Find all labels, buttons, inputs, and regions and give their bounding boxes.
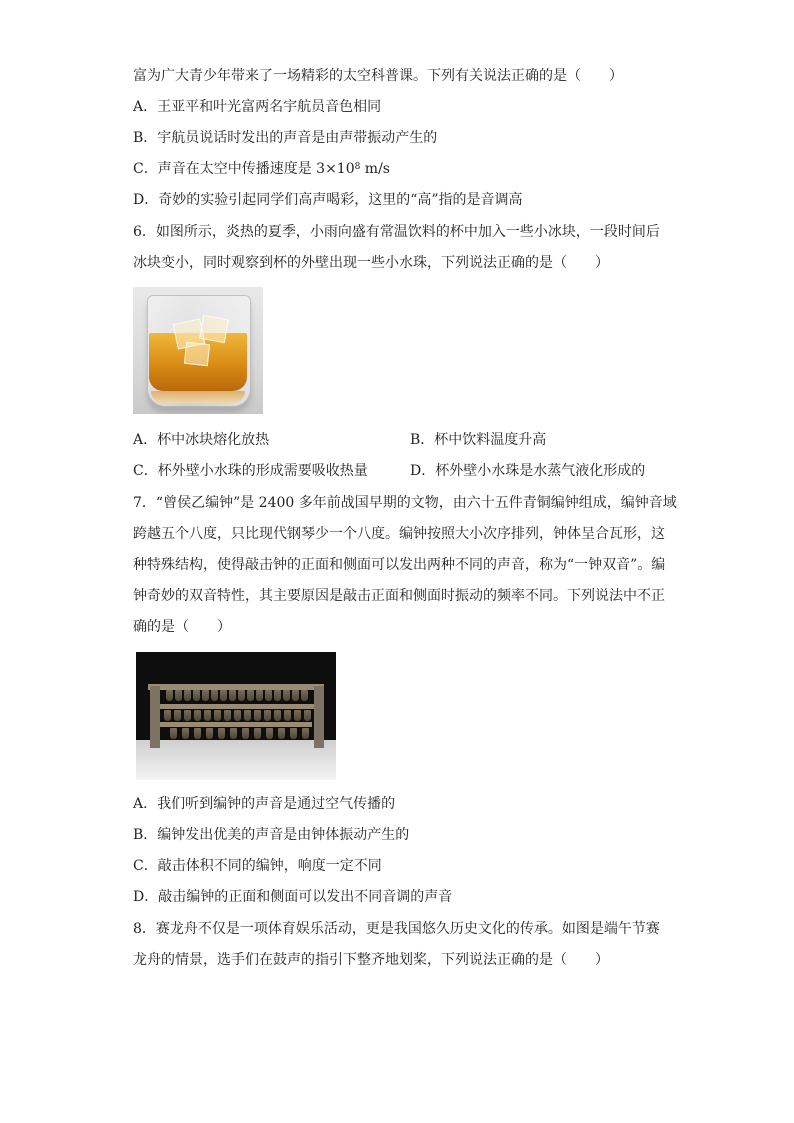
bell bbox=[302, 728, 309, 739]
bell bbox=[234, 710, 241, 721]
bell bbox=[254, 728, 261, 739]
bell bbox=[175, 690, 182, 701]
bell bbox=[265, 690, 272, 701]
bell bbox=[184, 690, 191, 701]
question-7-stem-line-4: 钟奇妙的双音特性，其主要原因是敲击正面和侧面时振动的频率不同。下列说法中不正 bbox=[133, 588, 665, 604]
bell bbox=[238, 690, 245, 701]
bell bbox=[211, 690, 218, 701]
bell bbox=[294, 710, 301, 721]
bell bbox=[164, 710, 171, 721]
question-7-stem-line-3: 种特殊结构，使得敲击钟的正面和侧面可以发出两种不同的声音，称为“一钟双音”。编 bbox=[133, 557, 666, 573]
question-6-stem-line-2: 冰块变小，同时观察到杯的外壁出现一些小水珠，下列说法正确的是（ ） bbox=[133, 255, 609, 271]
bell bbox=[182, 728, 189, 739]
ice-cube bbox=[199, 315, 229, 343]
question-5-option-b: B．宇航员说话时发出的声音是由声带振动产生的 bbox=[133, 130, 438, 146]
bell bbox=[218, 728, 225, 739]
bell bbox=[166, 690, 173, 701]
question-6-stem-line-1: 6．如图所示，炎热的夏季，小雨向盛有常温饮料的杯中加入一些小冰块，一段时间后 bbox=[133, 224, 660, 240]
bell bbox=[290, 728, 297, 739]
bell bbox=[254, 710, 261, 721]
display-floor bbox=[136, 740, 336, 780]
bell bbox=[206, 728, 213, 739]
bell bbox=[230, 728, 237, 739]
bianzhong-bells-figure bbox=[136, 652, 336, 780]
bell bbox=[220, 690, 227, 701]
bell bbox=[266, 728, 273, 739]
bell bbox=[247, 690, 254, 701]
question-6-option-b: B．杯中饮料温度升高 bbox=[410, 432, 547, 448]
bell bbox=[274, 710, 281, 721]
question-5-stem-end: 富为广大青少年带来了一场精彩的太空科普课。下列有关说法正确的是（ ） bbox=[133, 68, 623, 84]
bell bbox=[301, 690, 308, 701]
bell bbox=[264, 710, 271, 721]
bell bbox=[194, 710, 201, 721]
option-c-text: C．声音在太空中传播速度是 3×10 bbox=[133, 161, 355, 177]
bell bbox=[202, 690, 209, 701]
bell bbox=[283, 690, 290, 701]
question-6-option-c: C．杯外壁小水珠的形成需要吸收热量 bbox=[133, 463, 368, 479]
bell bbox=[170, 728, 177, 739]
question-7-stem-line-2: 跨越五个八度，只比现代钢琴少一个八度。编钟按照大小次序排列，钟体呈合瓦形，这 bbox=[133, 526, 665, 542]
bell bbox=[224, 710, 231, 721]
rack-post bbox=[150, 686, 160, 748]
question-7-stem-line-5: 确的是（ ） bbox=[133, 619, 231, 635]
bell bbox=[304, 710, 311, 721]
bell bbox=[244, 710, 251, 721]
question-7-stem-line-1: 7．“曾侯乙编钟”是 2400 多年前战国早期的文物，由六十五件青铜编钟组成，编钟音域 bbox=[133, 495, 677, 511]
bell bbox=[204, 710, 211, 721]
bell bbox=[229, 690, 236, 701]
bell bbox=[184, 710, 191, 721]
exponent: 8 bbox=[354, 162, 361, 172]
question-6-option-d: D．杯外壁小水珠是水蒸气液化形成的 bbox=[410, 463, 646, 479]
question-5-option-a: A．王亚平和叶光富两名宇航员音色相同 bbox=[133, 99, 382, 115]
option-c-unit: m/s bbox=[360, 161, 390, 177]
bell bbox=[194, 728, 201, 739]
question-5-option-c bbox=[133, 159, 673, 179]
bell bbox=[274, 690, 281, 701]
bell bbox=[214, 710, 221, 721]
bell bbox=[278, 728, 285, 739]
glass-with-ice-figure bbox=[133, 287, 263, 414]
question-5-option-d: D．奇妙的实验引起同学们高声喝彩，这里的“高”指的是音调高 bbox=[133, 192, 523, 208]
bell bbox=[193, 690, 200, 701]
bell bbox=[174, 710, 181, 721]
bell-rack-lower-beam bbox=[160, 722, 312, 727]
glass-base bbox=[151, 391, 245, 403]
question-7-option-c: C．敲击体积不同的编钟，响度一定不同 bbox=[133, 858, 382, 874]
bell-rack-middle-beam bbox=[154, 704, 320, 709]
question-7-option-b: B．编钟发出优美的声音是由钟体振动产生的 bbox=[133, 827, 410, 843]
question-6-option-a: A．杯中冰块熔化放热 bbox=[133, 432, 270, 448]
bell bbox=[292, 690, 299, 701]
question-8-stem-line-2: 龙舟的情景，选手们在鼓声的指引下整齐地划桨，下列说法正确的是（ ） bbox=[133, 952, 609, 968]
bell bbox=[256, 690, 263, 701]
ice-cube bbox=[184, 342, 210, 366]
question-7-option-a: A．我们听到编钟的声音是通过空气传播的 bbox=[133, 796, 396, 812]
bell bbox=[242, 728, 249, 739]
bell bbox=[284, 710, 291, 721]
question-8-stem-line-1: 8．赛龙舟不仅是一项体育娱乐活动，更是我国悠久历史文化的传承。如图是端午节赛 bbox=[133, 921, 660, 937]
rack-post bbox=[314, 686, 324, 748]
question-7-option-d: D．敲击编钟的正面和侧面可以发出不同音调的声音 bbox=[133, 889, 453, 905]
